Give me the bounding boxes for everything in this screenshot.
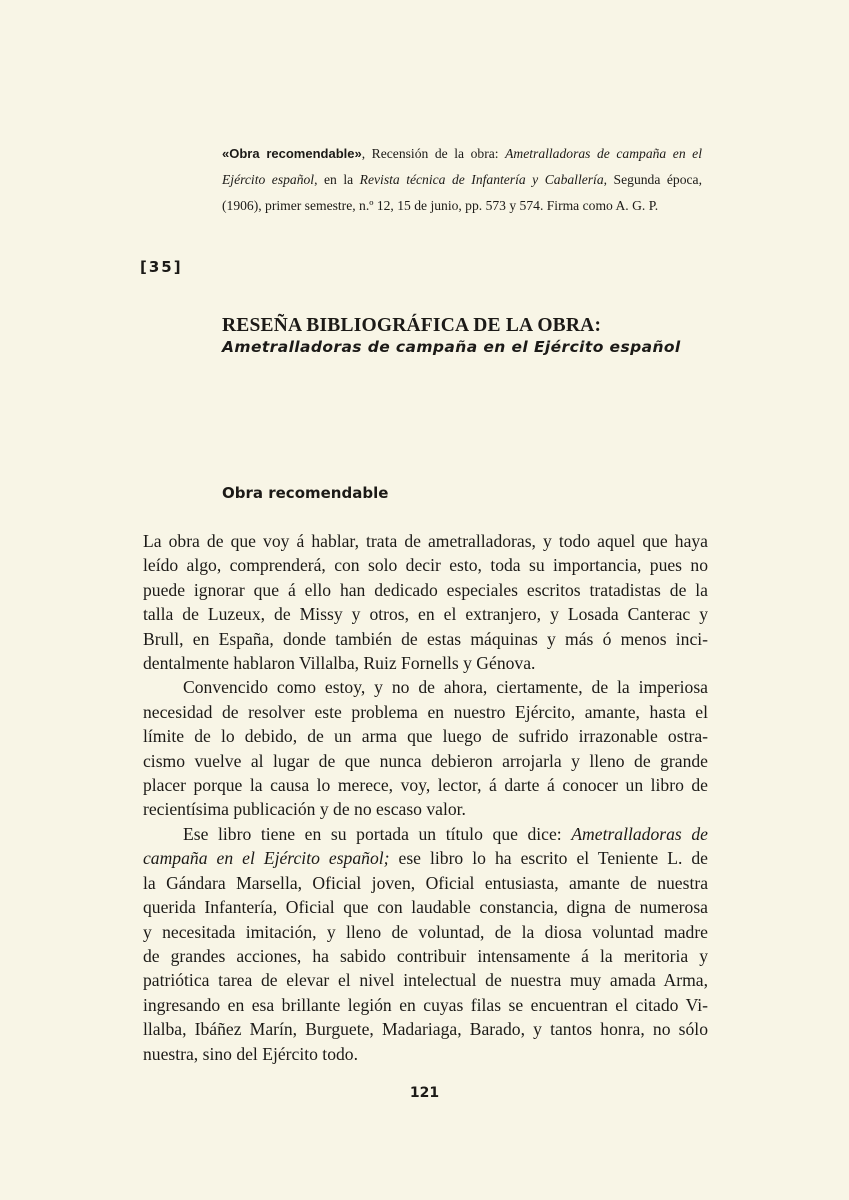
text-line: leído algo, comprenderá, con solo decir esto, toda su importancia, pues no	[143, 555, 708, 576]
text-span: Ese libro tiene en su portada un título que dice:	[183, 823, 572, 844]
bibliographic-reference	[222, 141, 702, 219]
reference-text: , Recensión de la obra:	[361, 146, 506, 161]
book-title-italic: Ametralladoras de	[571, 823, 708, 844]
text-line: puede ignorar que á ello han dedicado especiales escritos tratadistas de la	[143, 579, 708, 600]
document-number: [35]	[140, 258, 183, 276]
reference-work-title: Ametralladoras de campaña en el Ejército español	[222, 146, 702, 187]
text-span: ese libro lo ha escrito el Teniente L. de	[389, 848, 708, 869]
document-title: RESEÑA BIBLIOGRÁFICA DE LA OBRA:	[222, 315, 602, 336]
paragraph	[143, 675, 708, 821]
reference-text: , en la	[314, 172, 360, 187]
text-line: recientísima publicación y de no escaso valor.	[143, 799, 466, 820]
text-line: límite de lo debido, de un arma que luego de sufrido irrazonable ostra-	[143, 726, 708, 747]
text-line: la Gándara Marsella, Oficial joven, Oficial entusiasta, amante de nuestra	[143, 872, 708, 893]
reference-journal-title: Revista técnica de Infantería y Caballería	[359, 172, 604, 187]
paragraph	[143, 822, 708, 1066]
text-line: patriótica tarea de elevar el nivel intelectual de nuestra muy amada Arma,	[143, 970, 708, 991]
text-line: ingresando en esa brillante legión en cuyas filas se encuentran el citado Vi-	[143, 994, 708, 1015]
text-line: talla de Luzeux, de Missy y otros, en el extranjero, y Losada Canterac y	[143, 604, 708, 625]
reference-title: «Obra recomendable»	[222, 146, 362, 161]
text-line: nuestra, sino del Ejército todo.	[143, 1043, 358, 1064]
text-line: querida Infantería, Oficial que con laudable constancia, digna de numerosa	[143, 897, 708, 918]
text-line: placer porque la causa lo merece, voy, lector, á darte á conocer un libro de	[143, 775, 708, 796]
text-line: Convencido como estoy, y no de ahora, ciertamente, de la imperiosa	[183, 677, 708, 698]
text-line: llalba, Ibáñez Marín, Burguete, Madariaga, Barado, y tantos honra, no sólo	[143, 1019, 708, 1040]
text-line: Brull, en España, donde también de estas máquinas y más ó menos inci-	[143, 628, 708, 649]
document-subtitle: Ametralladoras de campaña en el Ejército español	[222, 338, 681, 356]
body-text	[143, 529, 708, 1066]
book-title-italic: campaña en el Ejército español;	[143, 848, 390, 869]
text-line: necesidad de resolver este problema en nuestro Ejército, amante, hasta el	[143, 701, 708, 722]
text-line: de grandes acciones, ha sabido contribuir intensamente á la meritoria y	[143, 945, 708, 966]
text-line	[143, 822, 708, 846]
section-heading: Obra recomendable	[222, 484, 389, 502]
text-line: La obra de que voy á hablar, trata de ametralladoras, y todo aquel que haya	[143, 531, 708, 551]
page-number: 121	[409, 1085, 440, 1101]
text-line: cismo vuelve al lugar de que nunca debieron arrojarla y lleno de grande	[143, 750, 708, 771]
reference-text: , Segunda época, (1906), primer semestre, n.º 12, 15 de junio, pp. 573 y 574. Firma como A. G. P.	[222, 172, 702, 213]
text-line	[143, 846, 708, 870]
text-line: dentalmente hablaron Villalba, Ruiz Fornells y Génova.	[143, 653, 536, 674]
text-line: y necesitada imitación, y lleno de voluntad, de la diosa voluntad madre	[143, 921, 708, 942]
paragraph	[143, 529, 708, 675]
